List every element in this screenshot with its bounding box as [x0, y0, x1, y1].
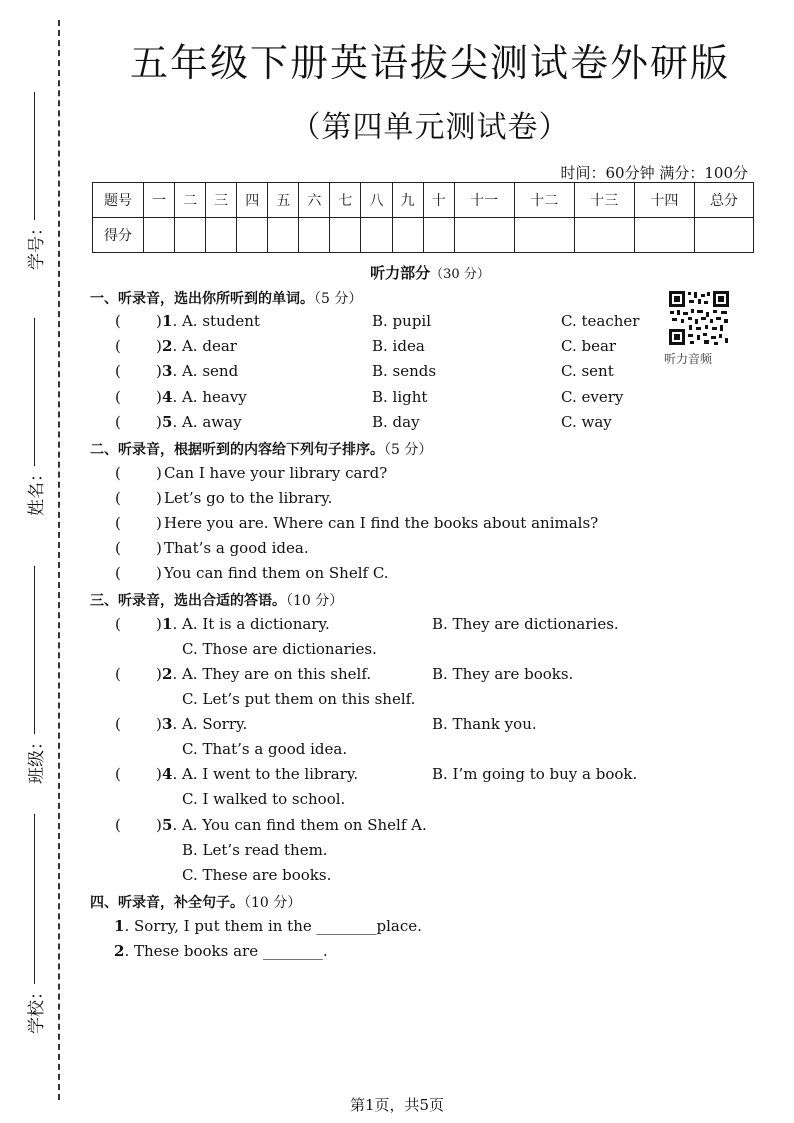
- answer-paren-open[interactable]: (: [115, 489, 121, 507]
- item-number: 4: [162, 765, 173, 783]
- score-table-header-row: [93, 183, 754, 218]
- score-header-cell: 十二: [514, 183, 574, 218]
- answer-paren-close: ): [156, 464, 162, 482]
- answer-paren-close: ): [156, 413, 162, 431]
- student-name-label: 姓名：: [26, 465, 47, 516]
- page-title: 五年级下册英语拔尖测试卷外研版: [129, 41, 730, 85]
- listening-points: （30 分）: [430, 267, 490, 282]
- page-footer: 第1页，共5页: [349, 1096, 445, 1114]
- score-row-label: 得分: [93, 218, 144, 253]
- answer-paren-close: ): [156, 312, 162, 330]
- option-b[interactable]: B. pupil: [372, 312, 432, 330]
- score-table-score-row: [93, 218, 754, 253]
- score-cell[interactable]: [361, 218, 392, 253]
- item-number: 3: [162, 362, 173, 380]
- fill-blank-text: . Sorry, I put them in the ________place.: [124, 917, 422, 935]
- option-a-text: . A. away: [172, 413, 242, 431]
- answer-paren-open[interactable]: (: [115, 816, 121, 834]
- answer-paren-close: ): [156, 539, 162, 557]
- sentence-text: Here you are. Where can I find the books about animals?: [164, 514, 599, 532]
- answer-paren-open[interactable]: (: [115, 564, 121, 582]
- score-header-cell: 二: [175, 183, 206, 218]
- page-subtitle: （第四单元测试卷）: [290, 110, 570, 145]
- score-header-cell: 十: [423, 183, 454, 218]
- option-a[interactable]: [162, 665, 371, 683]
- school-field[interactable]: [14, 814, 54, 1034]
- option-c[interactable]: C. Let’s put them on this shelf.: [182, 690, 416, 708]
- section1-heading: [90, 288, 362, 308]
- answer-paren-open[interactable]: (: [115, 715, 121, 733]
- score-header-cell: 四: [237, 183, 268, 218]
- binding-dashed-line: [58, 20, 60, 1100]
- answer-paren-close: ): [156, 337, 162, 355]
- answer-paren-open[interactable]: (: [115, 413, 121, 431]
- answer-paren-close: ): [156, 388, 162, 406]
- student-number-field[interactable]: [14, 92, 54, 270]
- score-cell[interactable]: [454, 218, 514, 253]
- student-name-line: [34, 318, 35, 466]
- item-number: 2: [114, 942, 125, 960]
- score-cell[interactable]: [268, 218, 299, 253]
- section2-heading: [90, 439, 432, 459]
- item-number: 3: [162, 715, 173, 733]
- option-a[interactable]: [162, 337, 237, 355]
- option-c[interactable]: C. bear: [561, 337, 617, 355]
- item-number: 1: [162, 615, 173, 633]
- score-header-cell: 题号: [93, 183, 144, 218]
- option-a[interactable]: [162, 615, 330, 633]
- score-header-cell: 六: [299, 183, 330, 218]
- option-b[interactable]: B. Let’s read them.: [182, 841, 328, 859]
- option-a-text: . A. They are on this shelf.: [172, 665, 372, 683]
- answer-paren-close: ): [156, 816, 162, 834]
- option-b[interactable]: B. They are books.: [432, 665, 574, 683]
- option-c[interactable]: C. sent: [561, 362, 614, 380]
- answer-paren-open[interactable]: (: [115, 312, 121, 330]
- section4-item-1[interactable]: [114, 917, 422, 935]
- school-label: 学校：: [26, 983, 47, 1034]
- option-a[interactable]: [162, 413, 242, 431]
- score-cell[interactable]: [423, 218, 454, 253]
- option-a-text: . A. It is a dictionary.: [172, 615, 330, 633]
- section2-heading-text: 二、听录音，根据听到的内容给下列句子排序。: [90, 442, 384, 458]
- section1-heading-text: 一、听录音，选出你所听到的单词。: [90, 291, 314, 307]
- option-b[interactable]: B. idea: [372, 337, 425, 355]
- student-number-line: [34, 92, 35, 220]
- score-header-cell: 十三: [574, 183, 634, 218]
- option-c[interactable]: C. I walked to school.: [182, 790, 346, 808]
- answer-paren-open[interactable]: (: [115, 362, 121, 380]
- section4-heading: [90, 892, 301, 912]
- option-b[interactable]: B. Thank you.: [432, 715, 537, 733]
- score-header-cell: 十四: [634, 183, 694, 218]
- score-table: [92, 182, 754, 253]
- qr-code-icon[interactable]: [668, 290, 730, 346]
- section4-heading-text: 四、听录音，补全句子。: [90, 895, 244, 911]
- answer-paren-open[interactable]: (: [115, 337, 121, 355]
- item-number: 2: [162, 337, 173, 355]
- listening-title: 听力部分: [370, 264, 431, 282]
- answer-paren-close: ): [156, 615, 162, 633]
- option-a-text: . A. I went to the library.: [172, 765, 359, 783]
- score-cell[interactable]: [299, 218, 330, 253]
- class-label: 班级：: [26, 733, 47, 784]
- sentence-text: Let’s go to the library.: [164, 489, 333, 507]
- option-a[interactable]: [162, 715, 247, 733]
- class-field[interactable]: [14, 566, 54, 784]
- option-a-text: . A. student: [172, 312, 260, 330]
- section2-points: （5 分）: [384, 442, 433, 458]
- class-line: [34, 566, 35, 734]
- sentence-text: You can find them on Shelf C.: [164, 564, 389, 582]
- answer-paren-close: ): [156, 765, 162, 783]
- option-a-text: . A. heavy: [172, 388, 247, 406]
- option-a[interactable]: [162, 765, 358, 783]
- option-c[interactable]: C. way: [561, 413, 612, 431]
- section1-points: （5 分）: [314, 291, 363, 307]
- score-header-cell: 五: [268, 183, 299, 218]
- score-cell[interactable]: [237, 218, 268, 253]
- option-a-text: . A. Sorry.: [172, 715, 248, 733]
- option-a-text: . A. You can find them on Shelf A.: [172, 816, 427, 834]
- option-b[interactable]: B. sends: [372, 362, 437, 380]
- option-a[interactable]: [162, 362, 238, 380]
- score-cell[interactable]: [574, 218, 634, 253]
- score-cell[interactable]: [206, 218, 237, 253]
- item-number: 1: [162, 312, 173, 330]
- answer-paren-open[interactable]: (: [115, 665, 121, 683]
- score-header-cell: 九: [392, 183, 423, 218]
- option-b[interactable]: B. light: [372, 388, 428, 406]
- option-a-text: . A. dear: [172, 337, 237, 355]
- score-header-cell: 总分: [695, 183, 754, 218]
- answer-paren-close: ): [156, 514, 162, 532]
- section3-heading-text: 三、听录音，选出合适的答语。: [90, 593, 286, 609]
- time-info: 时间：60分钟 满分：100分: [560, 164, 748, 182]
- section3-heading: [90, 590, 343, 610]
- item-number: 4: [162, 388, 173, 406]
- answer-paren-open[interactable]: (: [115, 765, 121, 783]
- score-header-cell: 十一: [454, 183, 514, 218]
- option-c[interactable]: C. These are books.: [182, 866, 332, 884]
- answer-paren-close: ): [156, 564, 162, 582]
- option-a-text: . A. send: [172, 362, 239, 380]
- item-number: 1: [114, 917, 125, 935]
- section3-points: （10 分）: [286, 593, 344, 609]
- score-cell[interactable]: [175, 218, 206, 253]
- score-cell[interactable]: [330, 218, 361, 253]
- score-cell[interactable]: [634, 218, 694, 253]
- score-header-cell: 八: [361, 183, 392, 218]
- school-line: [34, 814, 35, 984]
- option-c[interactable]: C. That’s a good idea.: [182, 740, 348, 758]
- item-number: 5: [162, 816, 173, 834]
- sentence-text: Can I have your library card?: [164, 464, 388, 482]
- student-number-label: 学号：: [26, 219, 47, 270]
- item-number: 2: [162, 665, 173, 683]
- score-cell[interactable]: [695, 218, 754, 253]
- student-name-field[interactable]: [14, 318, 54, 516]
- option-c[interactable]: C. every: [561, 388, 624, 406]
- option-a[interactable]: [162, 816, 427, 834]
- section4-item-2[interactable]: [114, 942, 328, 960]
- score-cell[interactable]: [392, 218, 423, 253]
- answer-paren-open[interactable]: (: [115, 388, 121, 406]
- answer-paren-close: ): [156, 665, 162, 683]
- answer-paren-close: ): [156, 715, 162, 733]
- score-cell[interactable]: [144, 218, 175, 253]
- qr-label: 听力音频: [664, 352, 713, 366]
- option-b[interactable]: B. day: [372, 413, 420, 431]
- option-a[interactable]: [162, 388, 247, 406]
- score-cell[interactable]: [514, 218, 574, 253]
- answer-paren-open[interactable]: (: [115, 464, 121, 482]
- answer-paren-open[interactable]: (: [115, 514, 121, 532]
- sentence-text: That’s a good idea.: [164, 539, 309, 557]
- score-header-cell: 七: [330, 183, 361, 218]
- option-a[interactable]: [162, 312, 260, 330]
- option-c[interactable]: C. teacher: [561, 312, 640, 330]
- option-c[interactable]: C. Those are dictionaries.: [182, 640, 377, 658]
- score-header-cell: 一: [144, 183, 175, 218]
- option-b[interactable]: B. They are dictionaries.: [432, 615, 619, 633]
- score-header-cell: 三: [206, 183, 237, 218]
- answer-paren-close: ): [156, 362, 162, 380]
- fill-blank-text: . These books are ________.: [124, 942, 328, 960]
- answer-paren-open[interactable]: (: [115, 539, 121, 557]
- section4-points: （10 分）: [244, 895, 302, 911]
- answer-paren-close: ): [156, 489, 162, 507]
- answer-paren-open[interactable]: (: [115, 615, 121, 633]
- option-b[interactable]: B. I’m going to buy a book.: [432, 765, 638, 783]
- listening-section-title: [90, 262, 770, 283]
- item-number: 5: [162, 413, 173, 431]
